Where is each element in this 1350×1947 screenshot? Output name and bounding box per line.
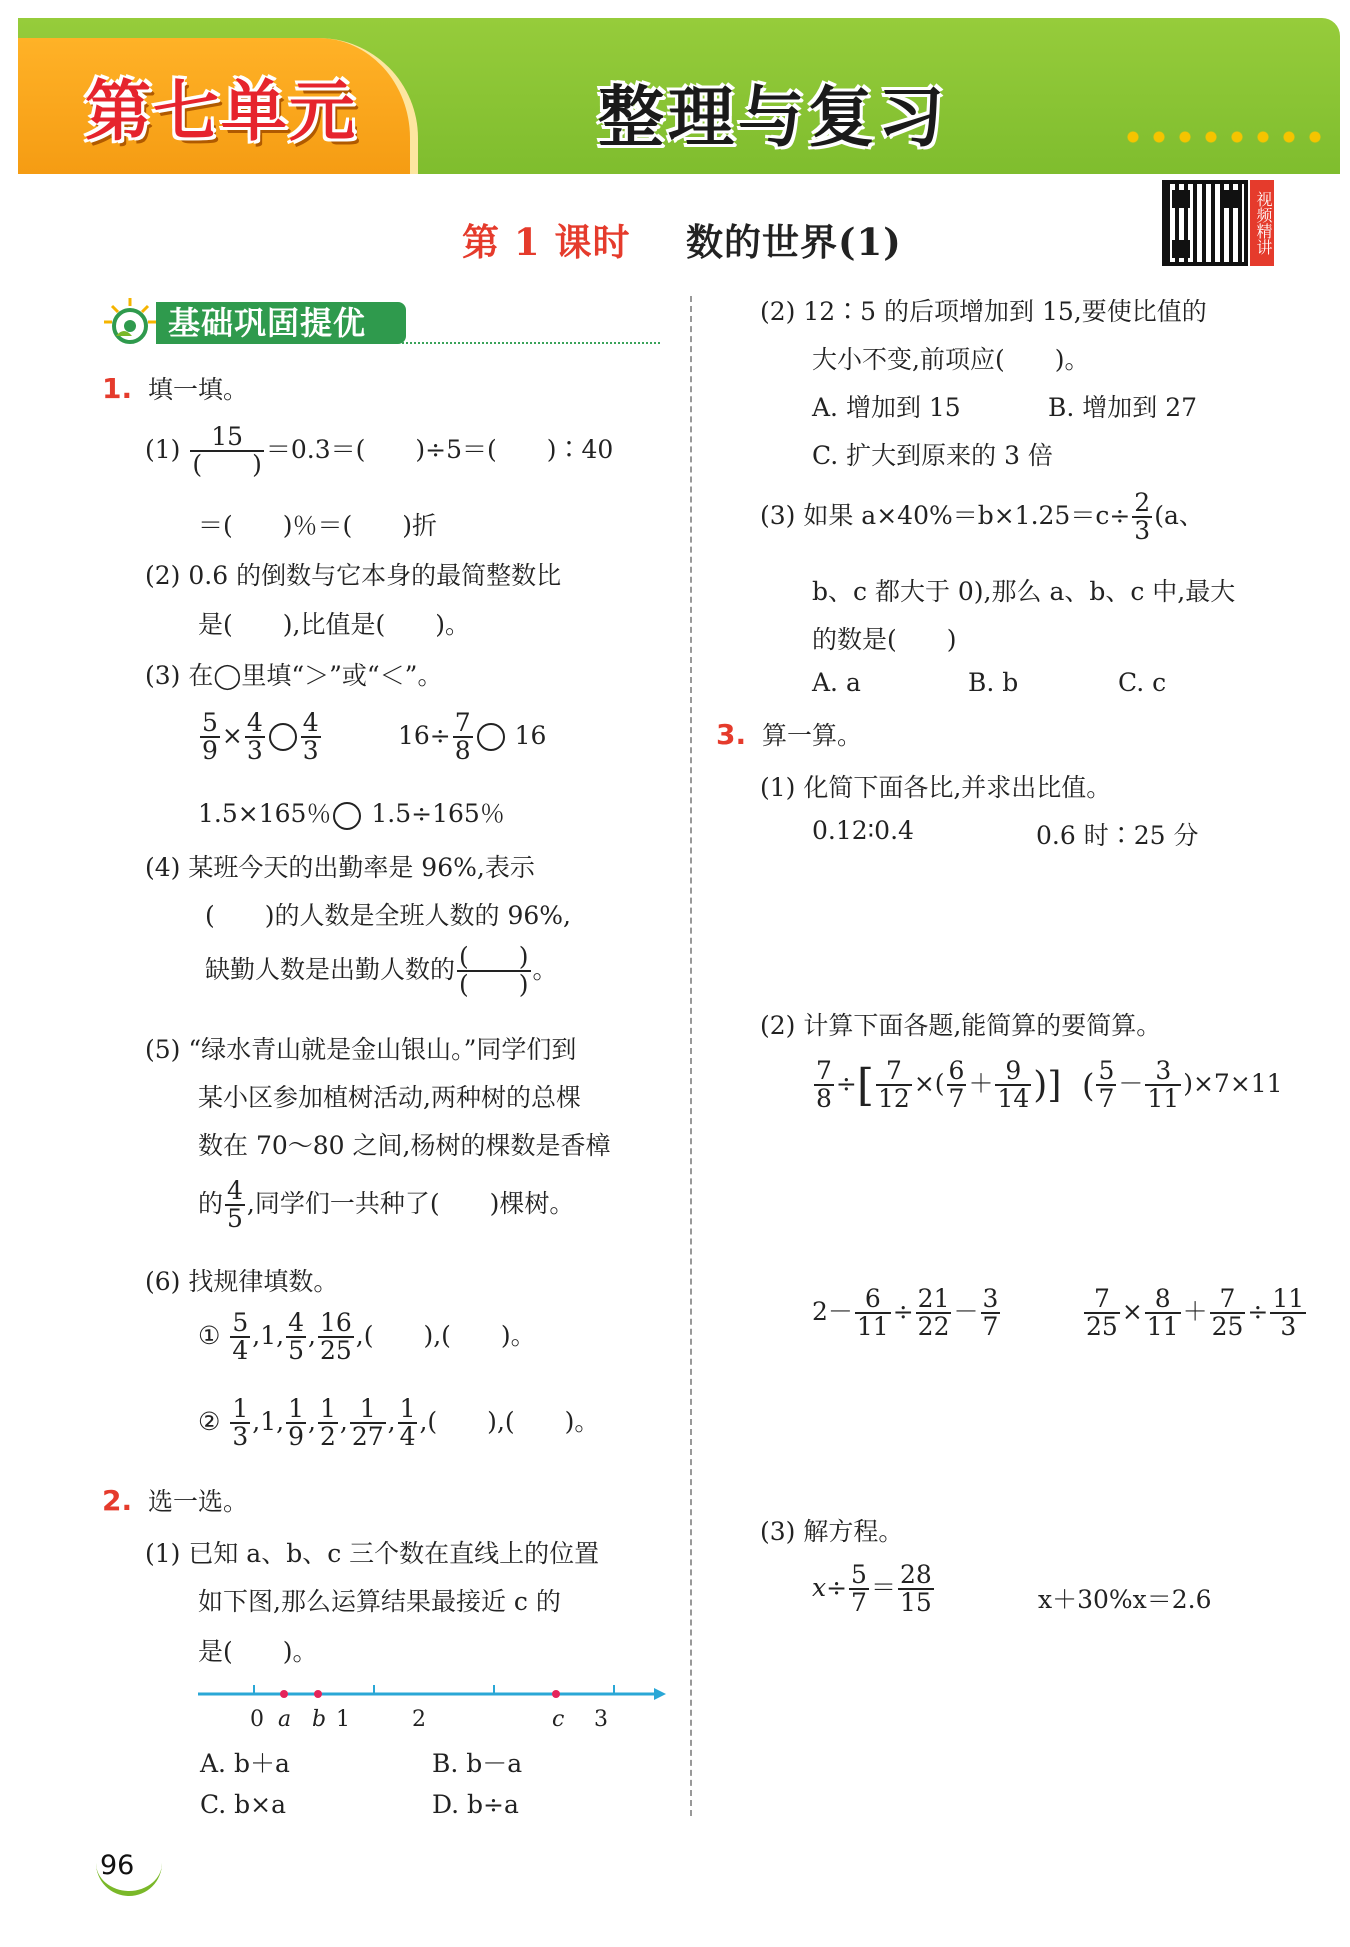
fraction	[947, 1058, 967, 1113]
q1-p3-expr3	[198, 794, 505, 830]
frac-den: 22	[917, 1312, 950, 1342]
number-line-label: 3	[594, 1707, 608, 1732]
compare-circle[interactable]	[269, 723, 297, 751]
frac-num: 6	[855, 1286, 891, 1314]
fraction	[225, 1178, 245, 1233]
fraction	[814, 1058, 834, 1113]
q1-p3-expr2	[398, 710, 546, 765]
q2-p1-optC[interactable]: C. b×a	[200, 1790, 286, 1819]
q2-p1-line1: (1) 已知 a、b、c 三个数在直线上的位置	[145, 1539, 600, 1568]
fraction	[245, 710, 265, 765]
q1-p6-row1	[198, 1310, 536, 1365]
frac-num: 21	[917, 1284, 950, 1313]
fraction	[398, 1396, 418, 1451]
operator: ×(	[913, 1068, 945, 1098]
section-title: 基础巩固提优	[156, 302, 406, 344]
frac-num: 16	[319, 1308, 352, 1337]
frac-den: 7	[851, 1588, 867, 1618]
fraction	[1096, 1058, 1116, 1113]
text: ,( ),( )。	[355, 1320, 536, 1350]
fraction	[453, 710, 473, 765]
text: ,1,	[252, 1406, 285, 1436]
fraction	[995, 1058, 1031, 1113]
number-line-label: 0	[250, 1707, 264, 1732]
frac-den: 2	[319, 1422, 336, 1452]
fraction	[916, 1286, 952, 1341]
number-line-label: c	[552, 1707, 565, 1732]
operator: ÷	[1247, 1296, 1269, 1326]
gear-sun-icon	[102, 296, 158, 346]
lesson-label: 第 1 课时	[462, 220, 631, 264]
q2-p1-optD[interactable]: D. b÷a	[432, 1790, 519, 1819]
q2-p2-line1: (2) 12∶5 的后项增加到 15,要使比值的	[760, 297, 1207, 326]
fraction	[855, 1286, 891, 1341]
text: ,	[308, 1320, 316, 1350]
operator: ÷	[835, 1068, 857, 1098]
number-line-point	[552, 1690, 560, 1698]
frac-num: 1	[399, 1394, 416, 1423]
unit-title: 第七单元	[85, 73, 357, 150]
frac-num: 11	[1272, 1284, 1305, 1313]
operator: ＋	[1182, 1296, 1208, 1326]
number-line-point	[280, 1690, 288, 1698]
q1-p3-line1: (3) 在◯里填“＞”或“＜”。	[145, 661, 443, 690]
text: ,( ),( )。	[419, 1406, 600, 1436]
fraction	[898, 1562, 934, 1617]
frac-den: 25	[1211, 1312, 1244, 1342]
frac-den: 15	[899, 1588, 932, 1618]
q2-p2-optA[interactable]: A. 增加到 15	[812, 393, 961, 422]
section-underline	[402, 342, 660, 344]
expr-text: 1.5×165％	[198, 799, 332, 828]
frac-num: 7	[1210, 1286, 1246, 1314]
fraction	[1270, 1286, 1306, 1341]
q3-p2-expr2	[1082, 1058, 1283, 1113]
text: ②	[198, 1406, 221, 1436]
number-line	[196, 1676, 666, 1736]
frac-num: 15	[190, 424, 264, 452]
frac-den: 11	[1147, 1084, 1180, 1114]
operator: ÷	[892, 1296, 914, 1326]
frac-den: 9	[202, 736, 218, 766]
fraction	[849, 1562, 869, 1617]
q2-heading	[102, 1482, 248, 1518]
q3-p1-line1: (1) 化简下面各比,并求出比值。	[760, 773, 1112, 802]
operator: ＝	[870, 1572, 896, 1602]
q2-p1-optB[interactable]: B. b－a	[432, 1749, 523, 1778]
frac-den: 5	[227, 1204, 243, 1234]
text: ,	[339, 1406, 348, 1436]
frac-num: 1	[350, 1396, 386, 1424]
number-line-label: 2	[412, 1707, 426, 1732]
frac-den: ( )	[459, 970, 529, 1000]
video-tag: 视频精讲	[1250, 180, 1274, 266]
frac-den: 8	[454, 736, 471, 766]
q2-p3-optC[interactable]: C. c	[1118, 668, 1167, 697]
fraction	[1145, 1286, 1181, 1341]
chapter-title: 整理与复习	[598, 79, 948, 156]
q1-p4-line1: (4) 某班今天的出勤率是 96%,表示	[145, 853, 535, 882]
text: ,	[308, 1406, 316, 1436]
frac-num: 4	[288, 1308, 304, 1337]
operator: －	[1118, 1068, 1144, 1098]
frac-num: 1	[319, 1394, 336, 1423]
expr-text: 16	[514, 720, 547, 750]
page-number: 96	[100, 1850, 135, 1881]
fraction	[876, 1058, 912, 1113]
frac-den: 8	[816, 1084, 832, 1114]
q2-p1-optA[interactable]: A. b＋a	[200, 1749, 290, 1778]
q2-p2-line2: 大小不变,前项应( )。	[812, 345, 1090, 374]
q1-p5-line2: 某小区参加植树活动,两种树的总棵	[198, 1083, 581, 1112]
fraction	[200, 710, 220, 765]
text: 缺勤人数是出勤人数的	[205, 954, 456, 984]
frac-num: 5	[232, 1308, 249, 1337]
frac-num: 9	[995, 1058, 1031, 1086]
frac-num: 7	[1084, 1286, 1120, 1314]
frac-num: 8	[1145, 1286, 1181, 1314]
q3-title: 算一算。	[762, 721, 863, 750]
q3-p3-eq1	[812, 1562, 936, 1617]
frac-den: 3	[1280, 1312, 1297, 1342]
frac-num: 5	[851, 1560, 867, 1589]
decorative-dots	[1120, 130, 1330, 144]
number-line-labels	[250, 1707, 608, 1732]
q1-p3-expr1	[198, 710, 323, 765]
q1-heading	[102, 370, 248, 406]
q3-p1-expr1: 0.12∶0.4	[812, 816, 914, 845]
q2-p3-optA[interactable]: A. a	[812, 668, 861, 697]
number-line-label: 1	[336, 1707, 350, 1732]
column-divider	[690, 296, 692, 1816]
frac-num: ( )	[459, 942, 529, 971]
number-line-arrow	[654, 1688, 666, 1700]
frac-den: 3	[246, 736, 263, 766]
operator: －	[953, 1296, 979, 1326]
text: ①	[198, 1320, 221, 1350]
frac-num: 2	[1134, 488, 1151, 517]
frac-num: 5	[1098, 1056, 1115, 1085]
frac-num: 3	[1145, 1058, 1181, 1086]
frac-den: 7	[982, 1312, 999, 1342]
q1-p1	[145, 424, 613, 479]
q2-number: 2.	[102, 1484, 133, 1517]
operator: ×	[1121, 1296, 1143, 1326]
frac-den: ( )	[192, 450, 262, 480]
q2-p1-line2: 如下图,那么运算结果最接近 c 的	[198, 1587, 561, 1616]
frac-den: 27	[351, 1422, 384, 1452]
q1-number: 1.	[102, 372, 133, 405]
expr-text: 2－	[812, 1296, 853, 1326]
q3-p3-eq2: x＋30%x＝2.6	[1038, 1585, 1212, 1614]
fraction	[301, 710, 321, 765]
q1-p2-line2: 是( ),比值是( )。	[198, 610, 470, 639]
expr-text: x÷	[812, 1572, 848, 1602]
text: (3) 如果 a×40%＝b×1.25＝c÷	[760, 500, 1131, 530]
frac-den: 11	[1146, 1312, 1179, 1342]
frac-den: 25	[1086, 1312, 1118, 1342]
frac-num: 28	[899, 1560, 932, 1589]
text: ,1,	[252, 1320, 285, 1350]
q1-p6-line1: (6) 找规律填数。	[145, 1267, 339, 1296]
frac-den: 7	[1098, 1084, 1115, 1114]
frac-num: 4	[246, 708, 263, 737]
operator: ×	[221, 720, 243, 750]
frac-num: 1	[232, 1394, 249, 1423]
fraction	[350, 1396, 386, 1451]
q1-p2-line1: (2) 0.6 的倒数与它本身的最简整数比	[145, 561, 562, 590]
fraction	[457, 944, 531, 999]
fraction	[1210, 1286, 1246, 1341]
compare-circle[interactable]	[477, 723, 505, 751]
q1-p4-line3	[205, 944, 558, 999]
q1-p1-label: (1)	[145, 434, 181, 464]
fraction	[230, 1396, 250, 1451]
q3-p2-line1: (2) 计算下面各题,能简算的要简算。	[760, 1011, 1162, 1040]
text: ,同学们一共种了( )棵树。	[246, 1188, 575, 1218]
q1-title: 填一填。	[148, 375, 249, 404]
q1-p5-line3: 数在 70～80 之间,杨树的棵数是香樟	[198, 1131, 611, 1160]
text: 。	[532, 954, 558, 984]
fraction	[286, 1396, 306, 1451]
q1-p1-line2: ＝( )％＝( )折	[198, 511, 438, 540]
frac-den: 5	[288, 1336, 304, 1366]
frac-den: 9	[288, 1422, 304, 1452]
q2-p3-line2: b、c 都大于 0),那么 a、b、c 中,最大	[812, 577, 1236, 606]
frac-den: 3	[302, 736, 319, 766]
number-line-ticks	[254, 1685, 614, 1698]
q3-p3-line1: (3) 解方程。	[760, 1517, 904, 1546]
frac-den: 3	[1134, 516, 1151, 546]
fraction	[318, 1396, 338, 1451]
fraction	[230, 1310, 250, 1365]
operator: ＋	[968, 1068, 994, 1098]
fraction	[981, 1286, 1001, 1341]
text: 的	[198, 1188, 224, 1218]
frac-num: 7	[816, 1056, 832, 1085]
q2-p3-line3: 的数是( )	[812, 625, 957, 654]
number-line-point	[314, 1690, 322, 1698]
frac-den: 11	[856, 1312, 889, 1342]
expr-text: 1.5÷165％	[371, 799, 505, 828]
fraction	[1145, 1058, 1181, 1113]
q2-title: 选一选。	[148, 1487, 249, 1516]
compare-circle[interactable]	[333, 802, 361, 830]
q2-p1-line3: 是( )。	[198, 1637, 318, 1666]
q2-p2-optB[interactable]: B. 增加到 27	[1048, 393, 1198, 422]
bracket: )]	[1033, 1064, 1062, 1106]
expr-text: )×7×11	[1183, 1068, 1283, 1098]
lesson-title	[462, 212, 902, 266]
frac-num: 3	[982, 1284, 999, 1313]
qr-code-icon[interactable]	[1162, 180, 1248, 266]
bracket: [	[856, 1059, 875, 1111]
q1-p6-row2	[198, 1396, 599, 1451]
q1-p4-line2: ( )的人数是全班人数的 96%,	[205, 901, 571, 930]
frac-num: 7	[876, 1058, 912, 1086]
number-line-label: a	[278, 1707, 292, 1732]
fraction	[286, 1310, 306, 1365]
q1-p1-text: ＝0.3＝( )÷5＝( )∶40	[265, 434, 614, 464]
frac-den: 4	[399, 1422, 416, 1452]
expr-text: 16÷	[398, 720, 451, 750]
frac-den: 12	[878, 1084, 910, 1114]
text: ,	[387, 1406, 396, 1436]
q1-p5-line4	[198, 1178, 574, 1233]
frac-den: 4	[232, 1336, 249, 1366]
number-line-label: b	[312, 1707, 327, 1732]
q3-p2-expr1	[812, 1058, 1061, 1113]
q1-p1-fraction	[190, 424, 264, 479]
frac-num: 1	[288, 1394, 304, 1423]
fraction	[1132, 490, 1152, 545]
q3-number: 3.	[716, 718, 747, 751]
fraction	[1084, 1286, 1120, 1341]
q2-p3-line1	[760, 490, 1204, 545]
frac-num: 4	[302, 708, 319, 737]
q3-p1-expr2: 0.6 时∶25 分	[1036, 821, 1199, 850]
frac-den: 3	[232, 1422, 249, 1452]
q1-p5-line1: (5) “绿水青山就是金山银山。”同学们到	[145, 1035, 577, 1064]
q2-p3-optB[interactable]: B. b	[968, 668, 1019, 697]
bracket: (	[1082, 1066, 1095, 1105]
frac-den: 25	[319, 1336, 352, 1366]
q3-p2-expr3	[812, 1286, 1002, 1341]
lesson-name: 数的世界(1)	[686, 220, 902, 264]
q3-p2-expr4	[1082, 1286, 1308, 1341]
frac-num: 6	[948, 1056, 965, 1085]
q2-p2-optC[interactable]: C. 扩大到原来的 3 倍	[812, 441, 1053, 470]
text: (a、	[1154, 500, 1204, 530]
q3-heading	[716, 716, 862, 752]
frac-num: 4	[227, 1176, 243, 1205]
fraction	[318, 1310, 354, 1365]
frac-num: 7	[454, 708, 471, 737]
frac-den: 14	[997, 1084, 1030, 1114]
frac-den: 7	[948, 1084, 965, 1114]
frac-num: 5	[202, 708, 218, 737]
